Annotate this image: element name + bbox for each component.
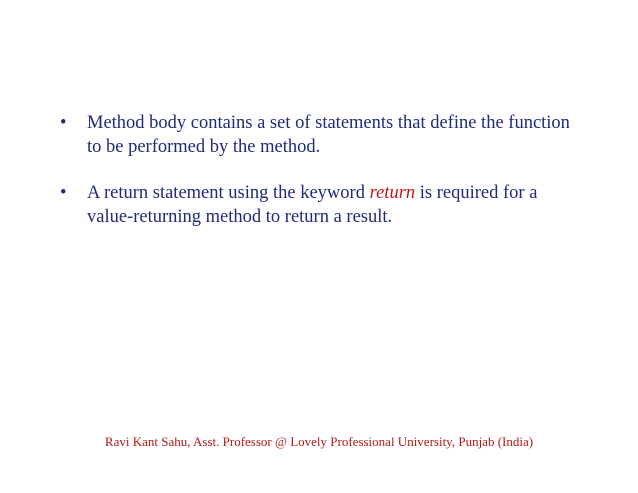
bullet-dot-icon: •	[60, 113, 67, 133]
return-keyword: return	[369, 183, 416, 203]
footer-credit: Ravi Kant Sahu, Asst. Professor @ Lovely Professional University, Punjab (India)	[104, 434, 534, 449]
bullet-dot-icon: •	[60, 183, 67, 203]
bullet-list	[60, 111, 580, 251]
bullet-text-after: is required for a value-returning method to return a result.	[87, 183, 538, 227]
bullet-item-method-body	[60, 111, 580, 159]
bullet-text: Method body contains a set of statements that define the function to be performed by the method.	[87, 113, 570, 157]
bullet-text-before: A return statement using the keyword	[87, 183, 370, 203]
bullet-item-return-statement	[60, 181, 580, 229]
